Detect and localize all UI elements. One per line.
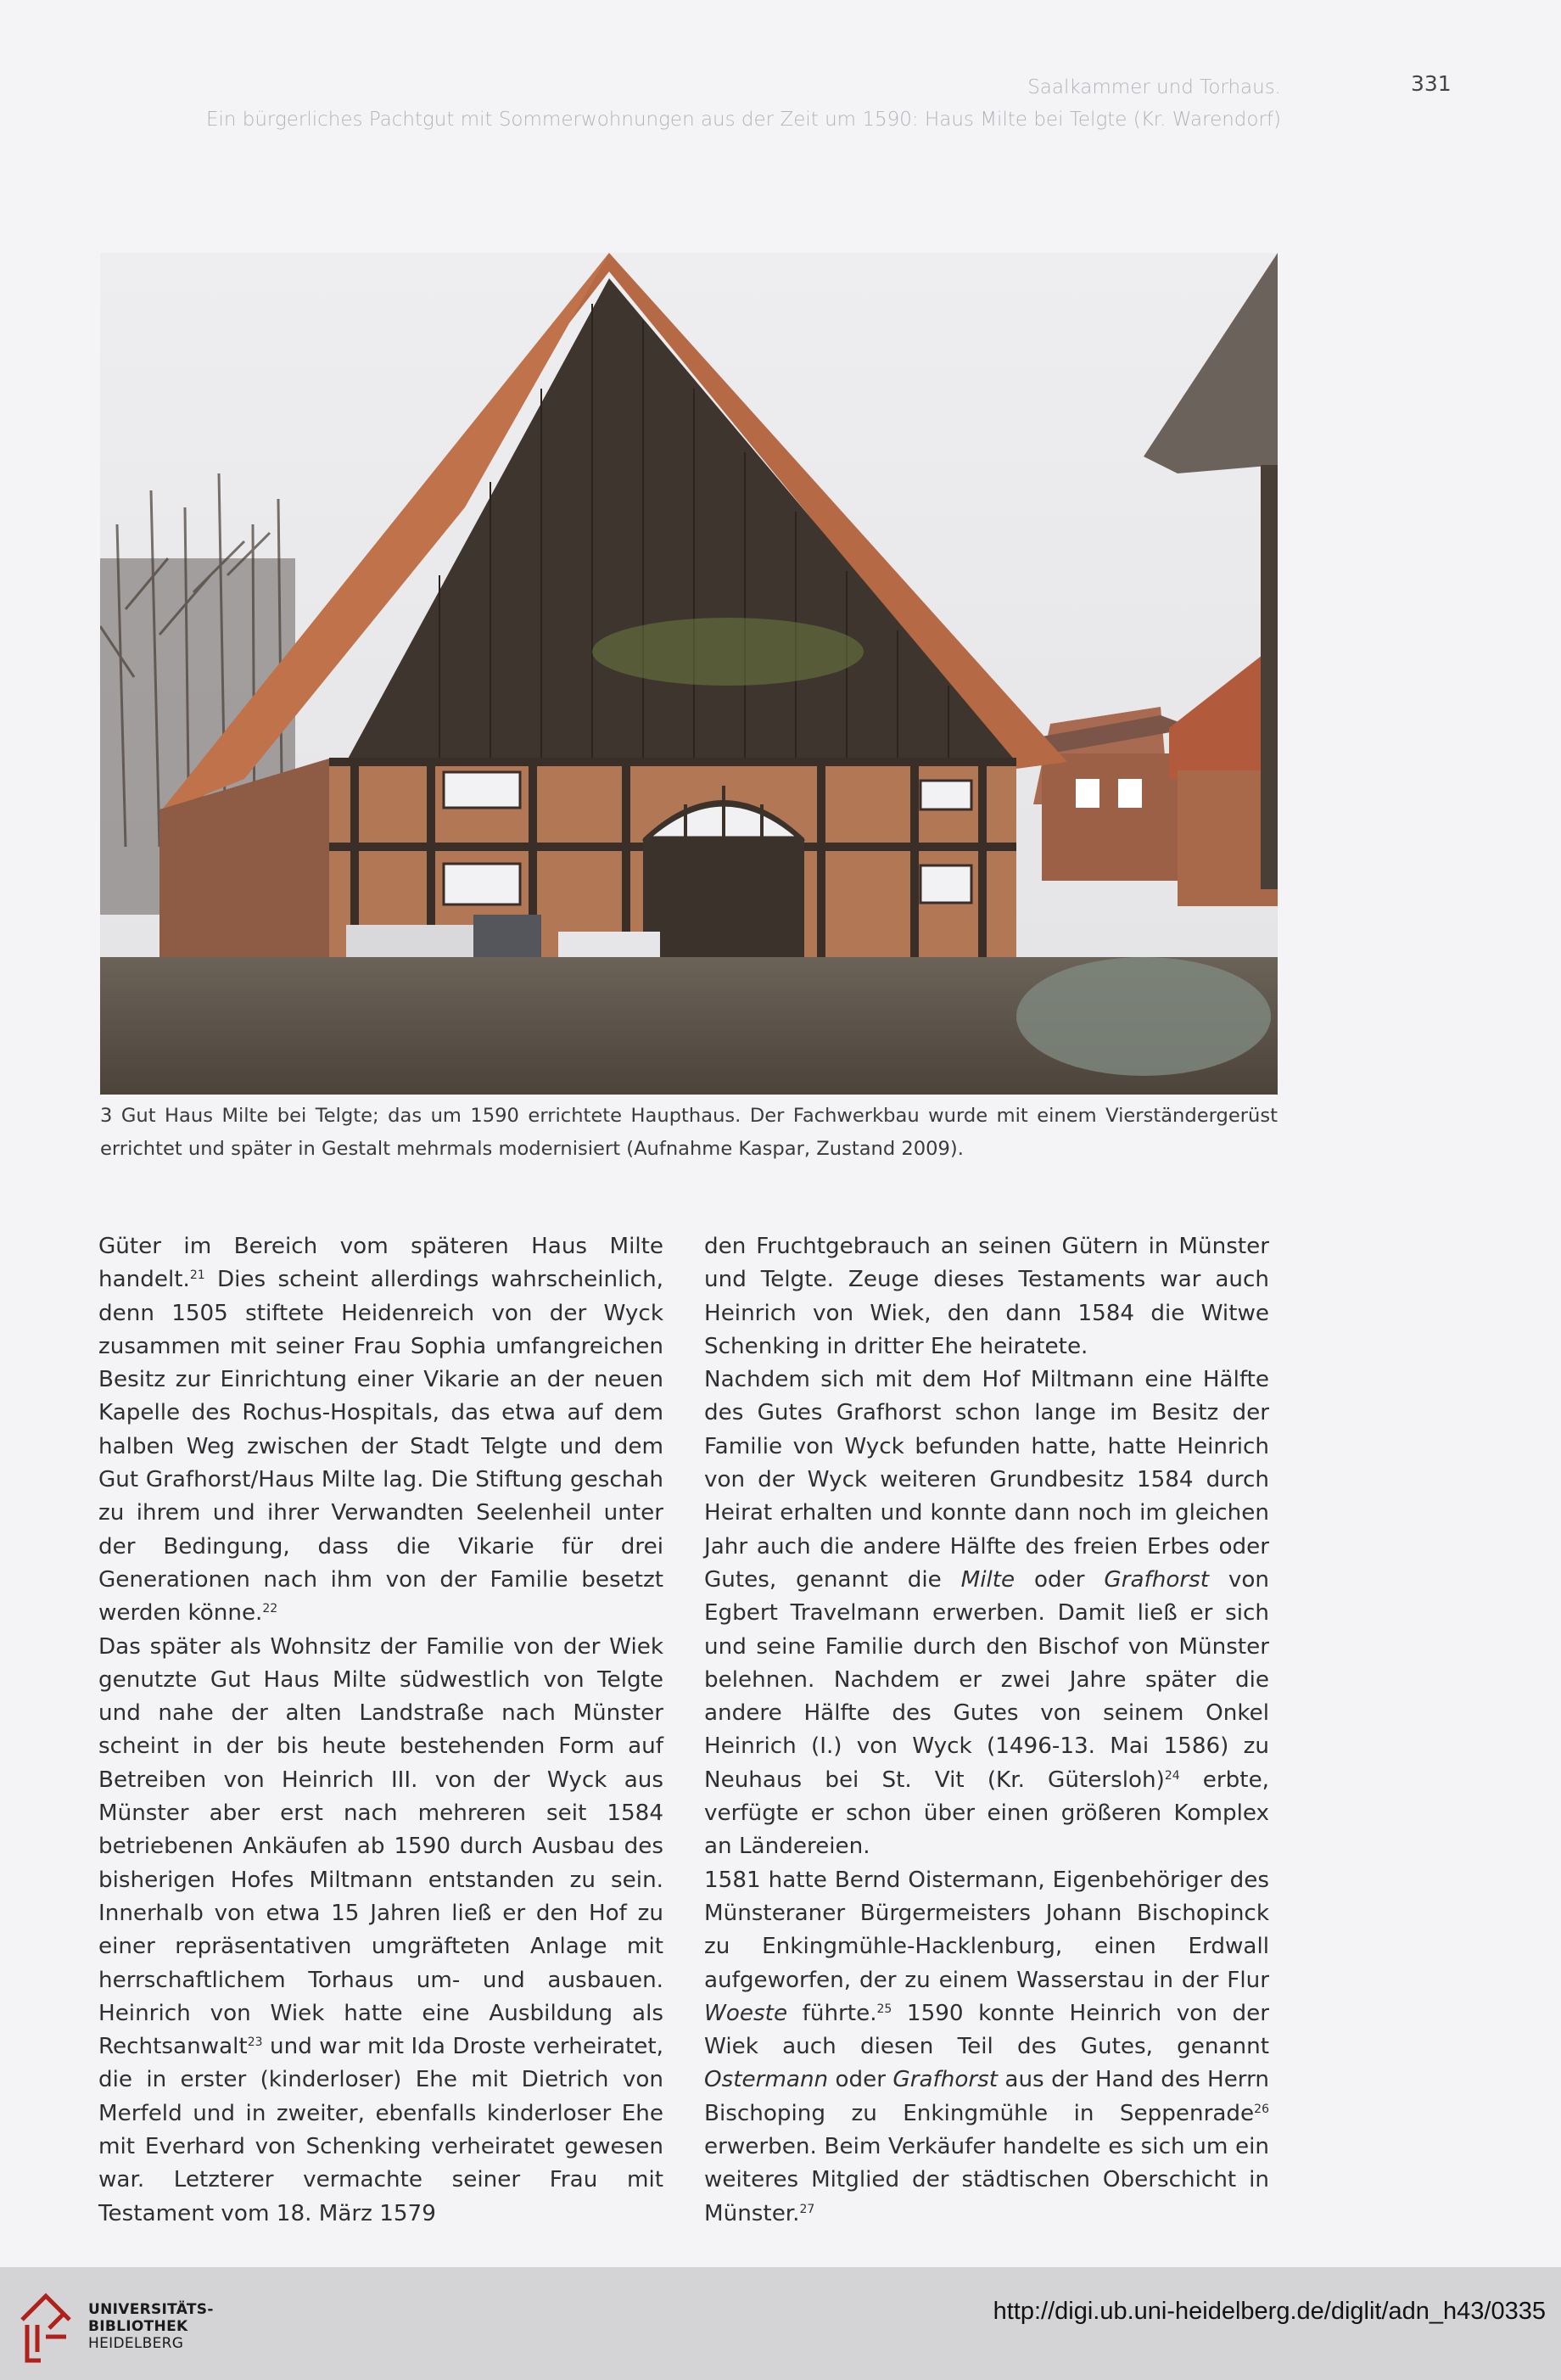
paragraph: Güter im Bereich vom späteren Haus Milte handelt.$^{21}$ Dies scheint allerdings wahrscheinlich, denn 1505 stiftete Heidenreich von der Wyck zusammen mit seiner Frau Sophia umfangreichen Besitz zur Einrichtung einer Vikarie an der neuen Kapelle des Rochus-Hospitals, das etwa auf dem halben Weg zwischen der Stadt Telgte und dem Gut Grafhorst/Haus Milte lag. Die Stiftung geschah zu ihrem und ihrer Verwandten Seelenheil unter der Bedingung, dass die Vikarie für drei Generationen nach ihm von der Familie besetzt werden könne.$^{22}$ bbox=[98, 1234, 663, 1627]
library-logo-icon bbox=[15, 2286, 76, 2367]
text-column-left bbox=[98, 1230, 663, 2231]
library-name-line: HEIDELBERG bbox=[88, 2335, 184, 2352]
library-name-line: UNIVERSITÄTS- bbox=[88, 2301, 214, 2318]
photo-haupthaus bbox=[100, 253, 1278, 1095]
running-header bbox=[206, 71, 1281, 136]
library-name-line: BIBLIOTHEK bbox=[88, 2318, 188, 2335]
figure-caption: 3 Gut Haus Milte bei Telgte; das um 1590 errichtete Haupthaus. Der Fachwerkbau wurde mit einem Vierständergerüst errichtet und später in Gestalt mehrmals modernisiert (Aufnahme Kaspar, Zustand 2009). bbox=[100, 1105, 1278, 1160]
page-number: 331 bbox=[1411, 71, 1452, 96]
library-name bbox=[88, 2301, 214, 2352]
running-header-subtitle: Ein bürgerliches Pachtgut mit Sommerwohnungen aus der Zeit um 1590: Haus Milte bei Telgte (Kr. Warendorf) bbox=[205, 109, 1281, 131]
source-url-link[interactable]: http://digi.ub.uni-heidelberg.de/diglit/adn_h43/0335 bbox=[993, 2298, 1546, 2325]
footer-bar bbox=[0, 2267, 1561, 2380]
paragraph: 1581 hatte Bernd Oistermann, Eigenbehöriger des Münsteraner Bürgermeisters Johann Bischopinck zu Enkingmühle-Hacklenburg, einen Erdwall aufgeworfen, der zu einem Wasserstau in der Flur Woeste führte.$^{25}$ 1590 konnte Heinrich von der Wiek auch diesen Teil des Gutes, genannt Ostermann oder Grafhorst aus der Hand des Herrn Bischoping zu Enkingmühle in Seppenrade$^{26}$ erwerben. Beim Verkäufer handelte es sich um ein weiteres Mitglied der städtischen Oberschicht in Münster.$^{27}$ bbox=[704, 1867, 1270, 2226]
paragraph: Das später als Wohnsitz der Familie von der Wiek genutzte Gut Haus Milte südwestlich von Telgte und nahe der alten Landstraße nach Münster scheint in der bis heute bestehenden Form auf Betreiben von Heinrich III. von der Wyck aus Münster aber erst nach mehreren seit 1584 betriebenen Ankäufen ab 1590 durch Ausbau des bisherigen Hofes Miltmann entstanden zu sein. Innerhalb von etwa 15 Jahren ließ er den Hof zu einer repräsentativen umgräfteten Anlage mit herrschaftlichem Torhaus um- und ausbauen. Heinrich von Wiek hatte eine Ausbildung als Rechtsanwalt$^{23}$ und war mit Ida Droste verheiratet, die in erster (kinderloser) Ehe mit Dietrich von Merfeld und in zweiter, ebenfalls kinderloser Ehe mit Everhard von Schenking verheiratet gewesen war. Letzterer vermachte seiner Frau mit Testament vom 18. März 1579 bbox=[98, 1633, 663, 2226]
paragraph: den Fruchtgebrauch an seinen Gütern in Münster und Telgte. Zeuge dieses Testaments war auch Heinrich von Wiek, den dann 1584 die Witwe Schenking in dritter Ehe heiratete. bbox=[704, 1234, 1269, 1359]
text-column-right bbox=[704, 1230, 1269, 2231]
running-header-title: Saalkammer und Torhaus. bbox=[1027, 76, 1281, 98]
paragraph: Nachdem sich mit dem Hof Miltmann eine Hälfte des Gutes Grafhorst schon lange im Besitz der Familie von Wyck befunden hatte, hatte Heinrich von der Wyck weiteren Grundbesitz 1584 durch Heirat erhalten und konnte dann noch im gleichen Jahr auch die andere Hälfte des freien Erbes oder Gutes, genannt die Milte oder Grafhorst von Egbert Travelmann erwerben. Damit ließ er sich und seine Familie durch den Bischof von Münster belehnen. Nachdem er zwei Jahre später die andere Hälfte des Gutes von seinem Onkel Heinrich (I.) von Wyck (1496-13. Mai 1586) zu Neuhaus bei St. Vit (Kr. Gütersloh)$^{24}$ erbte, verfügte er schon über einen größeren Komplex an Ländereien. bbox=[704, 1367, 1270, 1860]
